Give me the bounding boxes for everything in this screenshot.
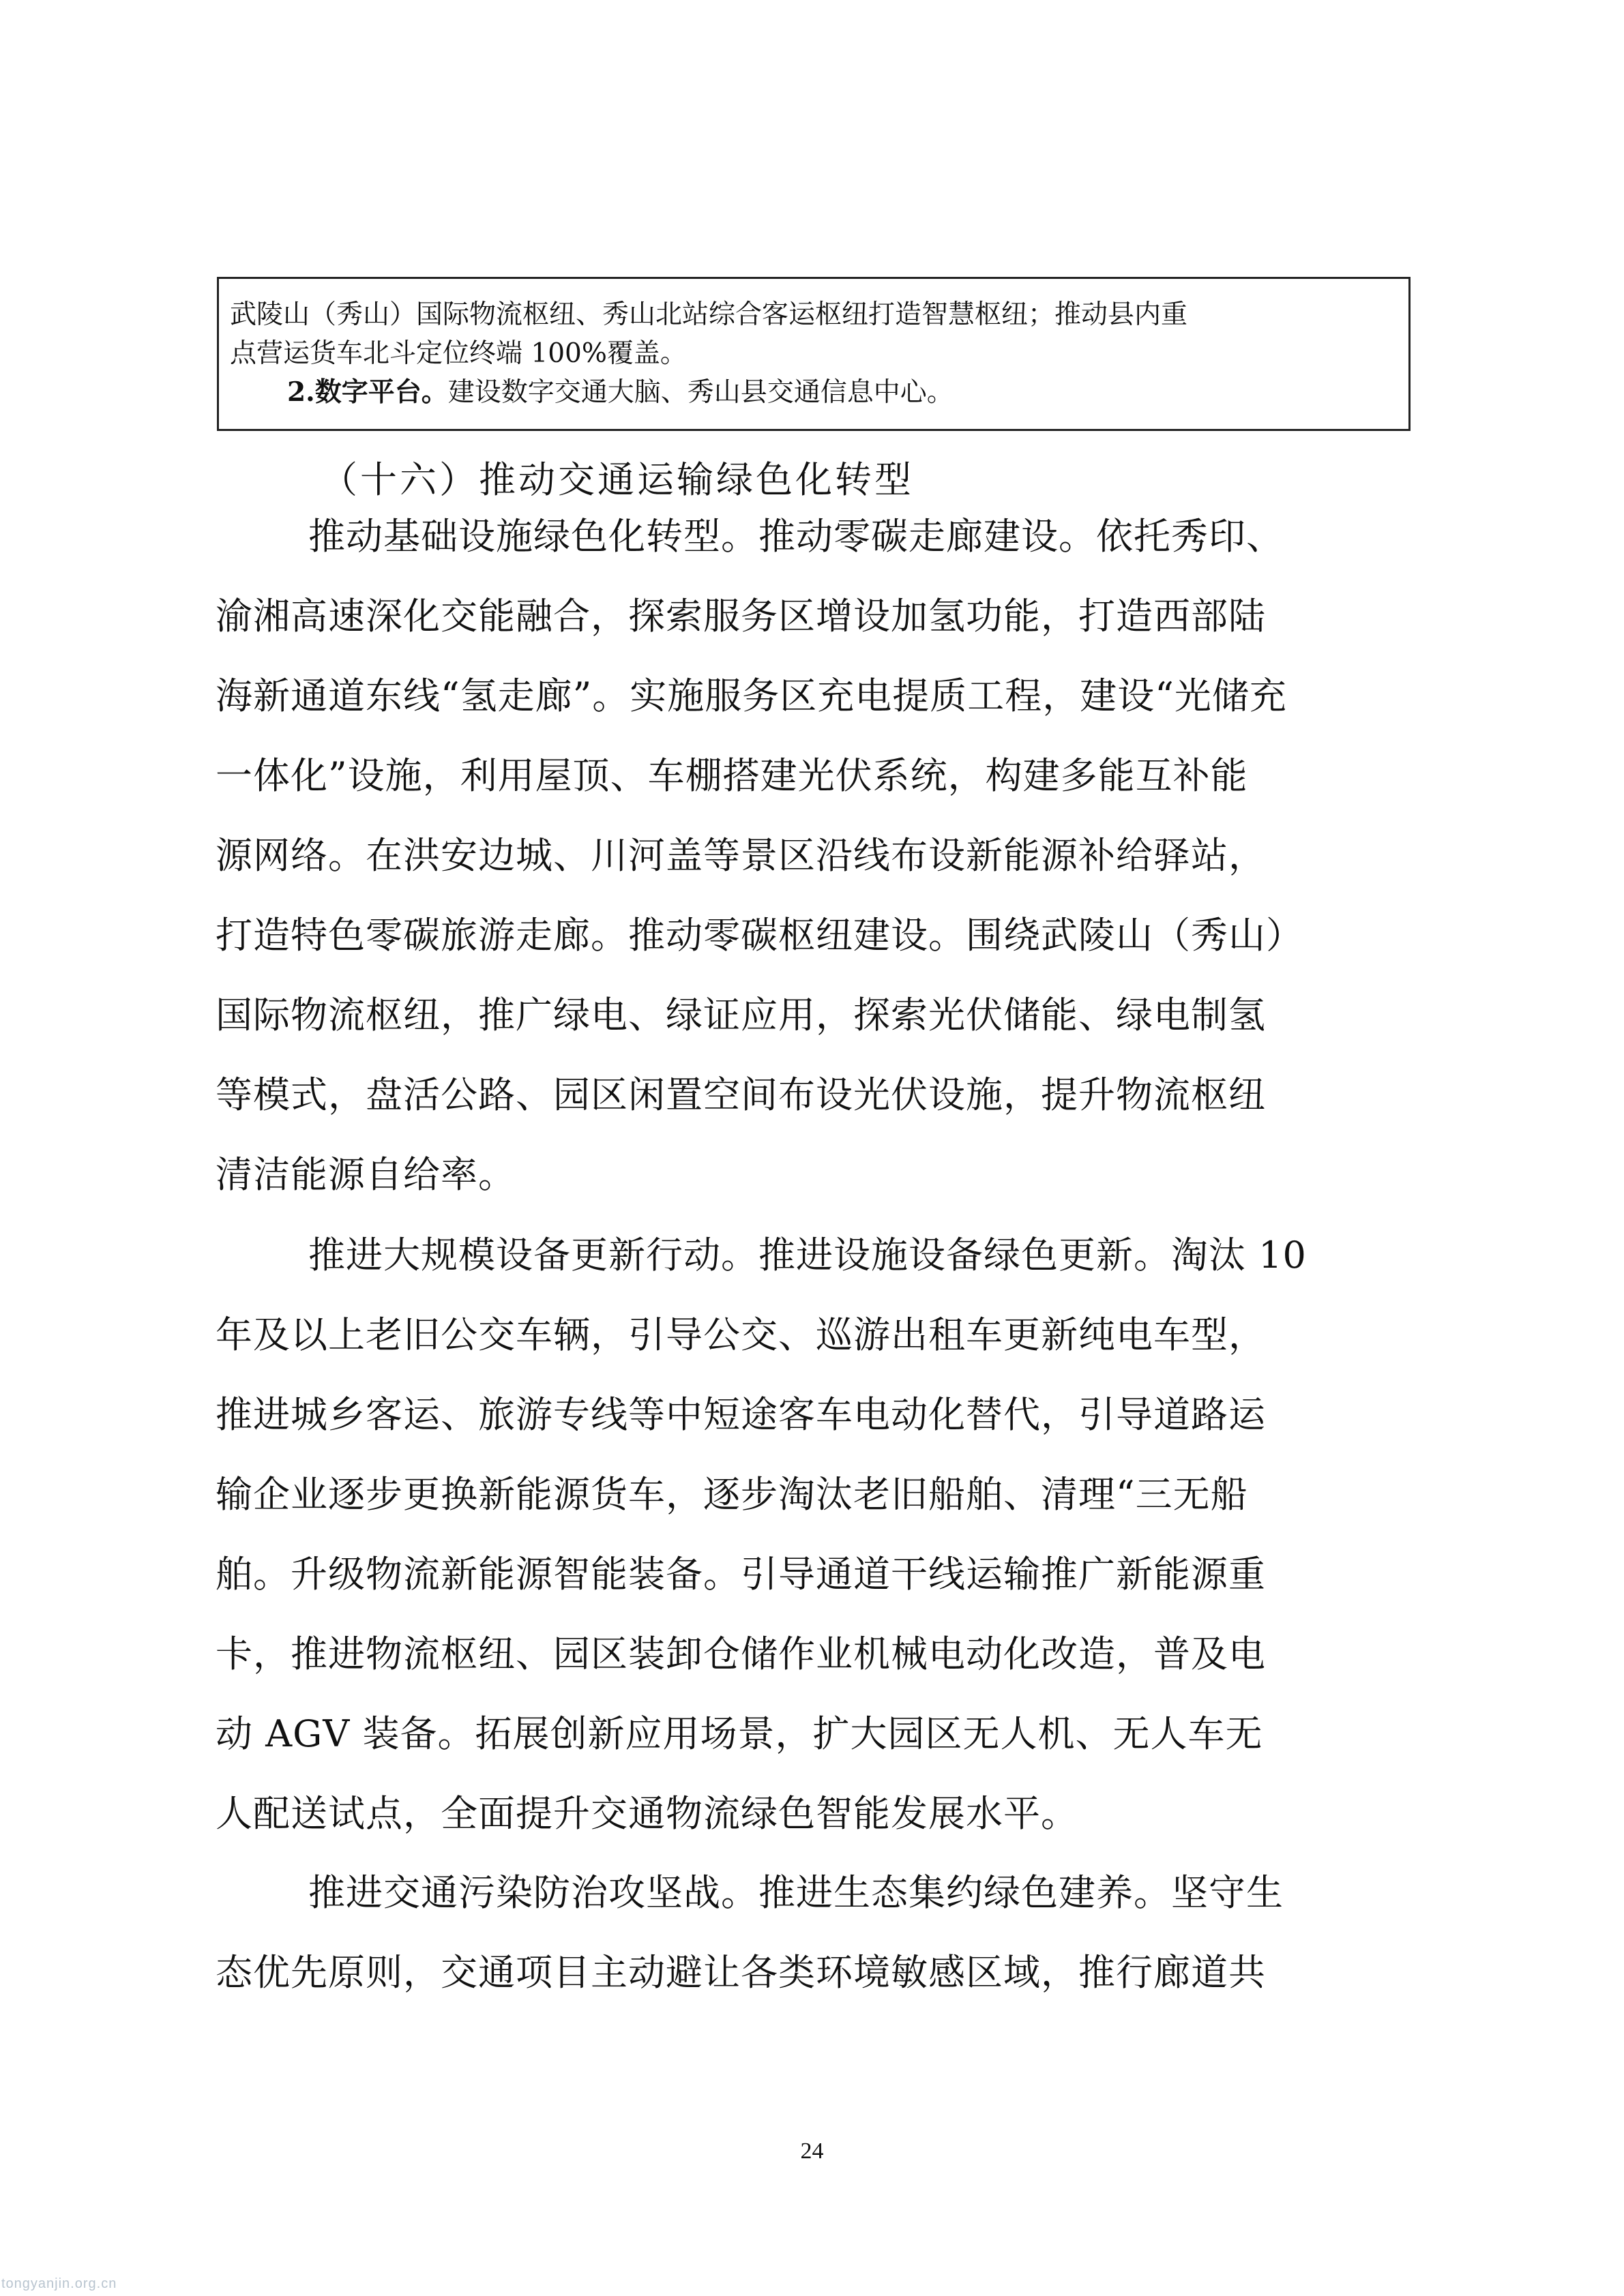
paragraph-line: 清洁能源自给率。 [216,1153,516,1196]
paragraph-line: 人配送试点，全面提升交通物流绿色智能发展水平。 [216,1792,1078,1835]
paragraph-line: 等模式，盘活公路、园区闲置空间布设光伏设施，提升物流枢纽 [216,1073,1266,1116]
paragraph-line: 源网络。在洪安边城、川河盖等景区沿线布设新能源补给驿站， [216,834,1266,877]
page-number: 24 [800,2138,824,2164]
paragraph-line: 推进交通污染防治攻坚战。推进生态集约绿色建养。坚守生 [308,1871,1284,1914]
paragraph-line: 舶。升级物流新能源智能装备。引导通道干线运输推广新能源重 [216,1553,1266,1596]
paragraph-line: 推进大规模设备更新行动。推进设施设备绿色更新。淘汰 10 [308,1234,1307,1277]
paragraph-1 [216,496,1416,1214]
paragraph-line: 渝湘高速深化交能融合，探索服务区增设加氢功能，打造西部陆 [216,595,1266,638]
paragraph-3 [216,1853,1416,2012]
paragraph-2 [216,1215,1416,1853]
box-item-label: 2.数字平台。 [287,376,448,408]
paragraph-line: 国际物流枢纽，推广绿电、绿证应用，探索光伏储能、绿电制氢 [216,994,1266,1037]
paragraph-line: 态优先原则，交通项目主动避让各类环境敏感区域，推行廊道共 [216,1951,1266,1994]
section-heading: （十六）推动交通运输绿色化转型 [321,458,914,501]
paragraph-line: 年及以上老旧公交车辆，引导公交、巡游出租车更新纯电车型， [216,1313,1266,1356]
paragraph-line: 推动基础设施绿色化转型。推动零碳走廊建设。依托秀印、 [308,515,1284,558]
box-line-1: 武陵山（秀山）国际物流枢纽、秀山北站综合客运枢纽打造智慧枢纽；推动县内重 [230,299,1188,330]
paragraph-line: 一体化”设施，利用屋顶、车棚搭建光伏系统，构建多能互补能 [216,754,1248,797]
box-item [230,373,1400,412]
watermark: tongyanjin.org.cn [1,2276,117,2291]
paragraph-line: 卡，推进物流枢纽、园区装卸仓储作业机械电动化改造，普及电 [216,1632,1266,1675]
paragraph-line: 输企业逐步更换新能源货车，逐步淘汰老旧船舶、清理“三无船 [216,1473,1248,1516]
paragraph-line: 动 AGV 装备。拓展创新应用场景，扩大园区无人机、无人车无 [216,1712,1263,1755]
paragraph-line: 推进城乡客运、旅游专线等中短途客车电动化替代，引导道路运 [216,1393,1266,1436]
paragraph-line: 海新通道东线“氢走廊”。实施服务区充电提质工程，建设“光储充 [216,674,1287,717]
highlight-box [217,277,1411,431]
box-item-text: 建设数字交通大脑、秀山县交通信息中心。 [447,377,954,408]
box-line-2: 点营运货车北斗定位终端 100%覆盖。 [230,338,687,369]
paragraph-line: 打造特色零碳旅游走廊。推动零碳枢纽建设。围绕武陵山（秀山） [216,914,1303,957]
